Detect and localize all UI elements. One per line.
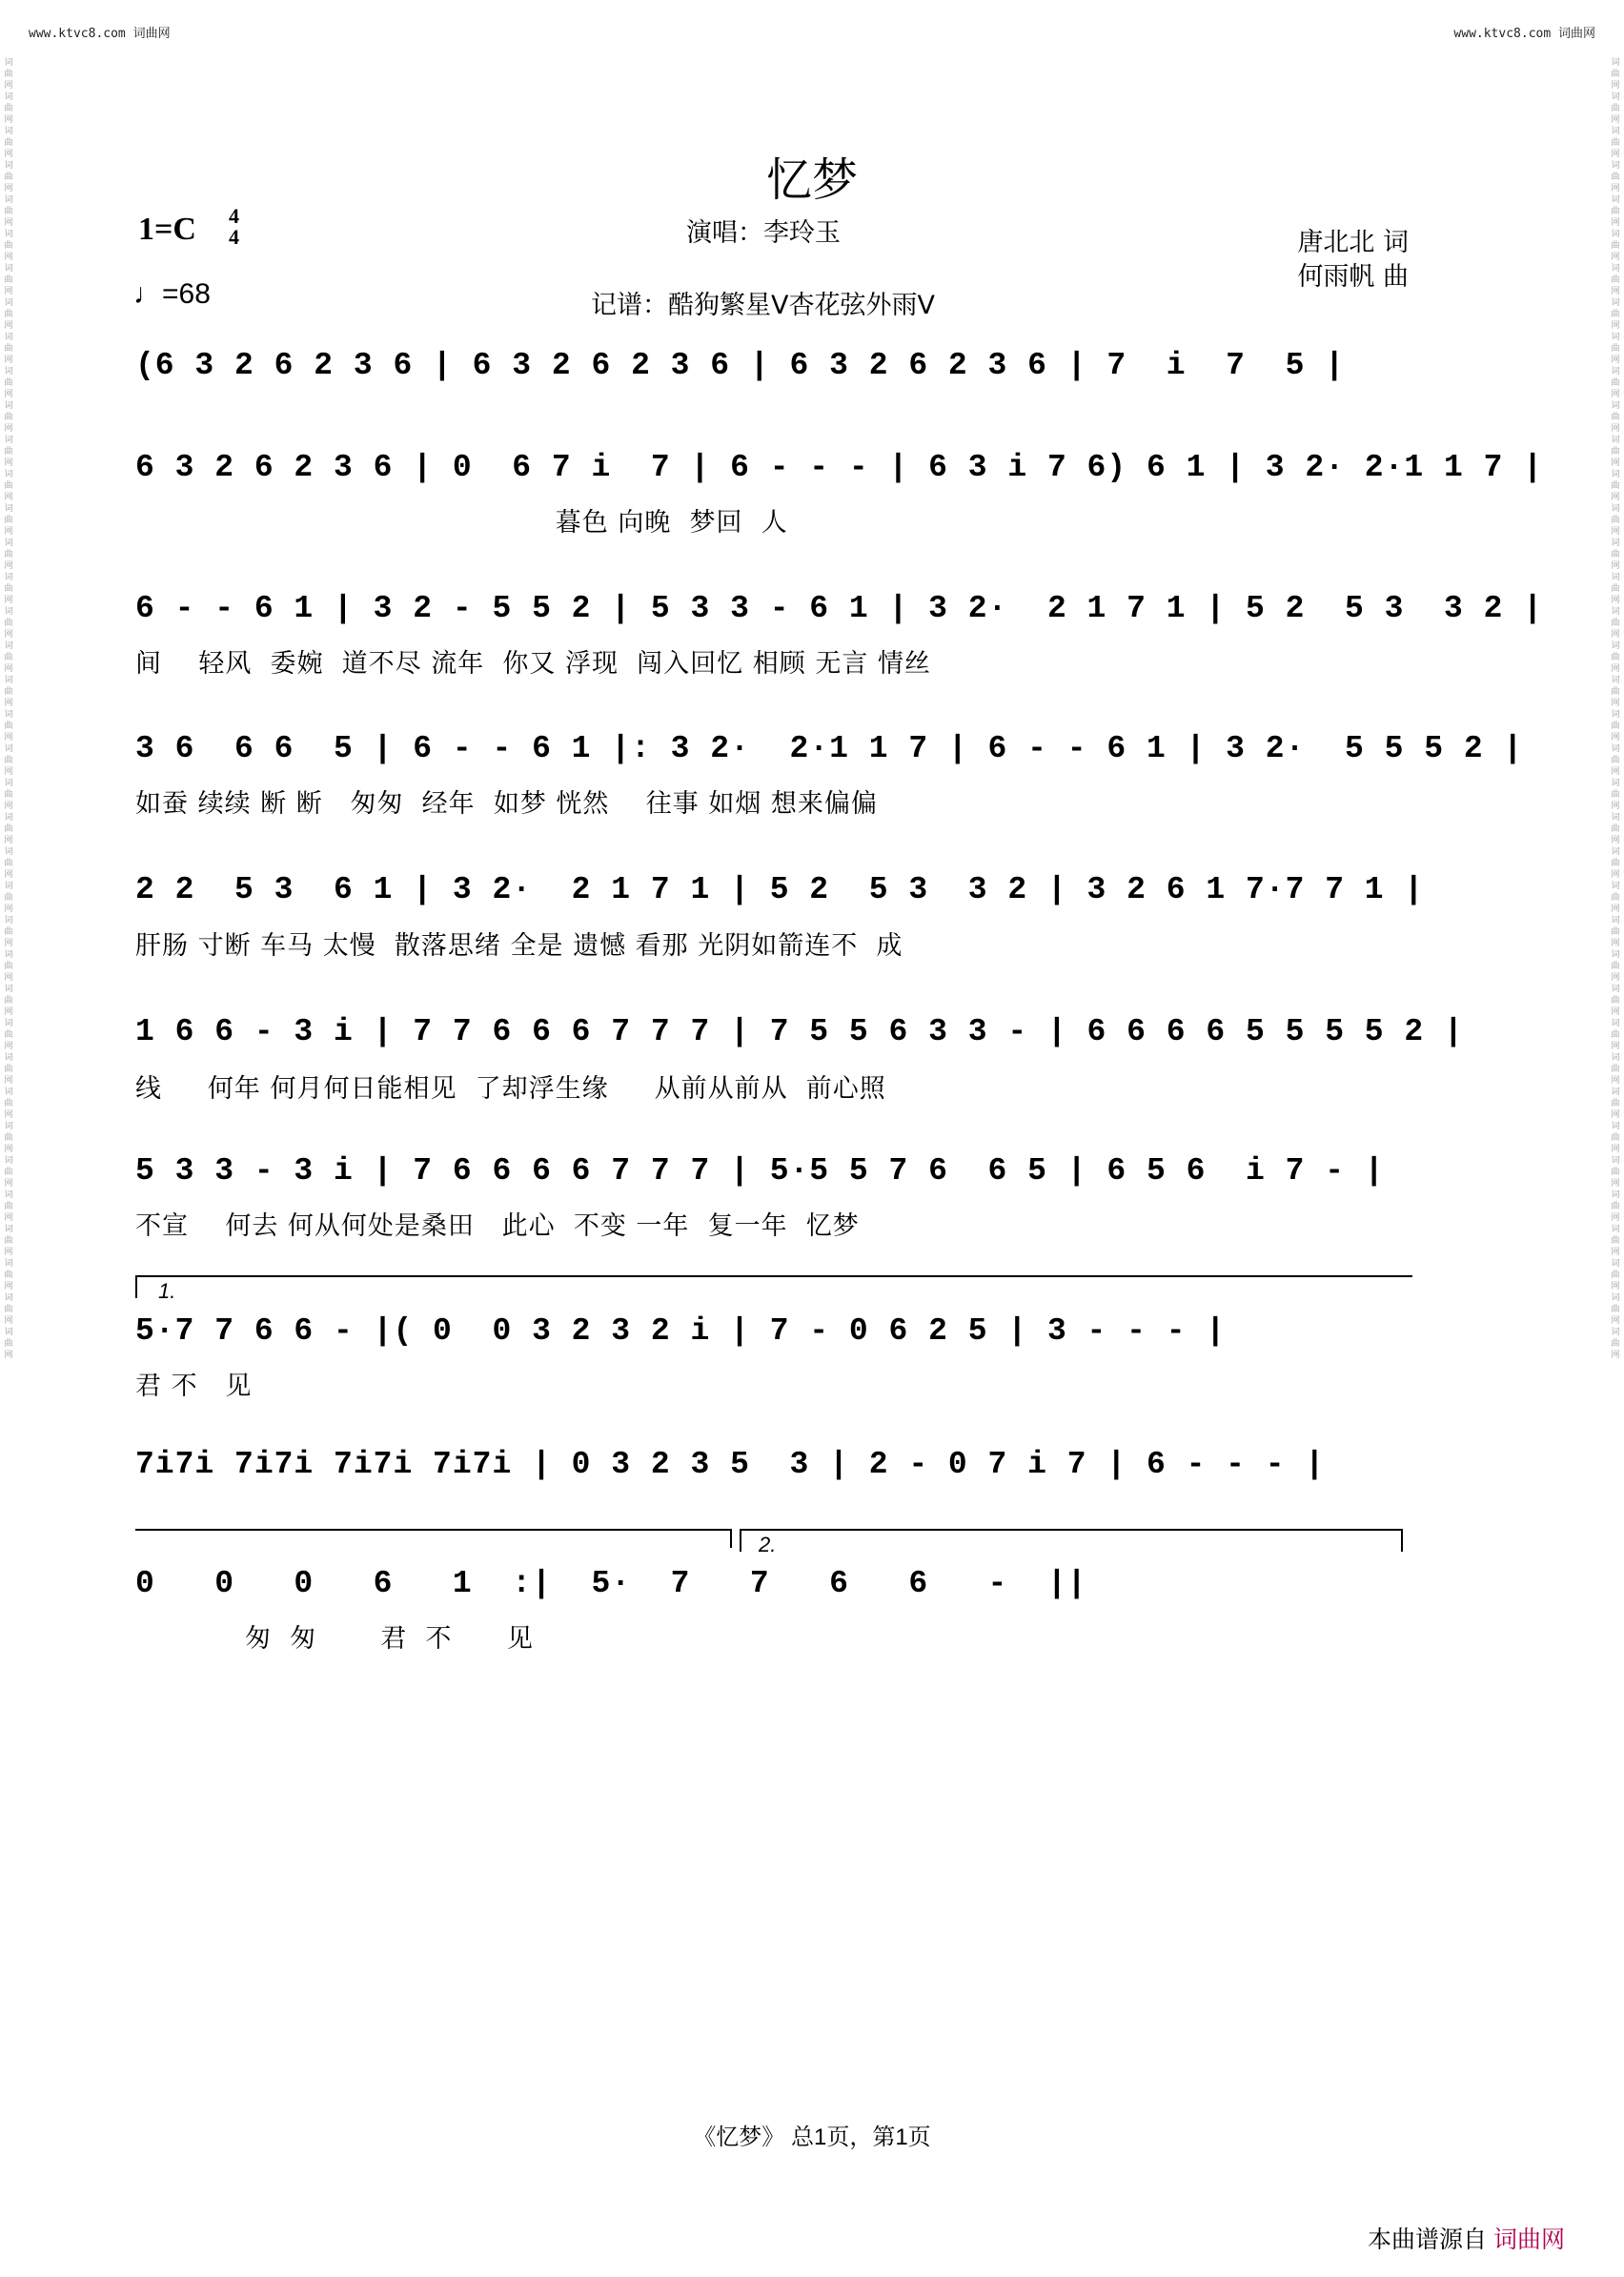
volta-1-end-hook [730, 1529, 732, 1548]
lyrics-line-6: 线 何年 何月何日能相见 了却浮生缘 从前从前从 前心照 [135, 1074, 886, 1104]
source-credit [1368, 2221, 1565, 2255]
side-watermark-left: 词曲网词曲网词曲网词曲网词曲网词曲网词曲网词曲网词曲网词曲网词曲网词曲网词曲网词曲网词曲网词曲网词曲网词曲网词曲网词曲网词曲网词曲网词曲网词曲网词曲网词曲网词曲网词曲网词曲网词曲网词曲网词曲网词曲网词曲网词曲网词曲网词曲网词曲网 [4, 58, 13, 1360]
score-line-5: 2 2 5 3 6 1 | 3 2· 2 1 7 1 | 5 2 5 3 3 2 | 3 2 6 1 7·7 7 1 | [135, 872, 1425, 907]
volta-1-end-bracket [135, 1529, 730, 1531]
score-line-9: 7i7i 7i7i 7i7i 7i7i | 0 3 2 3 5 3 | 2 - 0 7 i 7 | 6 - - - | [135, 1447, 1326, 1482]
page-footer: 《忆梦》 总1页，第1页 [693, 2125, 931, 2150]
site-watermark-left: www.ktvc8.com 词曲网 [29, 27, 171, 41]
time-signature-top: 4 [229, 204, 239, 228]
score-line-8: 5·7 7 6 6 - |( 0 0 3 2 3 2 i | 7 - 0 6 2 5 | 3 - - - | [135, 1313, 1227, 1349]
score-line-10: 0 0 0 6 1 :| 5· 7 7 6 6 - || [135, 1566, 1087, 1601]
volta-2-bracket-hook-right [1401, 1529, 1403, 1552]
source-credit-brand[interactable]: 词曲网 [1492, 2226, 1565, 2253]
volta-2-bracket-hook-left [740, 1529, 741, 1552]
lyrics-line-4: 如蚕 续续 断 断 匆匆 经年 如梦 恍然 往事 如烟 想来偏偏 [135, 789, 878, 819]
song-title: 忆梦 [765, 153, 858, 207]
volta-2-label: 2. [759, 1533, 777, 1556]
lyrics-line-5: 肝肠 寸断 车马 太慢 散落思绪 全是 遗憾 看那 光阴如箭连不 成 [135, 931, 903, 961]
time-signature [229, 206, 239, 248]
volta-1-bracket [135, 1275, 1412, 1277]
composer-credit: 何雨帆 曲 [1297, 262, 1409, 292]
score-line-2: 6 3 2 6 2 3 6 | 0 6 7 i 7 | 6 - - - | 6 3 i 7 6) 6 1 | 3 2· 2·1 1 7 | [135, 450, 1544, 485]
score-line-1: (6 3 2 6 2 3 6 | 6 3 2 6 2 3 6 | 6 3 2 6 2 3 6 | 7 i 7 5 | [135, 348, 1345, 383]
volta-1-label: 1. [158, 1279, 176, 1303]
time-signature-bottom: 4 [229, 225, 239, 249]
lyrics-line-7: 不宣 何去 何从何处是桑田 此心 不变 一年 复一年 忆梦 [135, 1211, 860, 1241]
score-line-4: 3 6 6 6 5 | 6 - - 6 1 |: 3 2· 2·1 1 7 | 6 - - 6 1 | 3 2· 5 5 5 2 | [135, 731, 1524, 766]
lyrics-line-8: 君 不 见 [135, 1372, 253, 1401]
lyrics-line-10: 匆 匆 君 不 见 [135, 1624, 534, 1654]
site-watermark-right: www.ktvc8.com 词曲网 [1453, 27, 1595, 41]
score-line-6: 1 6 6 - 3 i | 7 7 6 6 6 7 7 7 | 7 5 5 6 3 3 - | 6 6 6 6 5 5 5 5 2 | [135, 1014, 1464, 1049]
tempo-marking: ♩=68 [133, 278, 211, 310]
volta-2-bracket [740, 1529, 1403, 1531]
score-line-3: 6 - - 6 1 | 3 2 - 5 5 2 | 5 3 3 - 6 1 | 3 2· 2 1 7 1 | 5 2 5 3 3 2 | [135, 591, 1544, 626]
source-credit-prefix: 本曲谱源自 [1368, 2226, 1488, 2253]
lyricist-credit: 唐北北 词 [1297, 228, 1409, 257]
score-line-7: 5 3 3 - 3 i | 7 6 6 6 6 7 7 7 | 5·5 5 7 6 6 5 | 6 5 6 i 7 - | [135, 1153, 1385, 1189]
lyrics-line-3: 间 轻风 委婉 道不尽 流年 你又 浮现 闯入回忆 相顾 无言 情丝 [135, 649, 931, 679]
singer-credit: 演唱：李玲玉 [686, 218, 841, 248]
side-watermark-right: 词曲网词曲网词曲网词曲网词曲网词曲网词曲网词曲网词曲网词曲网词曲网词曲网词曲网词曲网词曲网词曲网词曲网词曲网词曲网词曲网词曲网词曲网词曲网词曲网词曲网词曲网词曲网词曲网词曲网词曲网词曲网词曲网词曲网词曲网词曲网词曲网词曲网词曲网 [1611, 58, 1620, 1360]
lyrics-line-2: 暮色 向晚 梦回 人 [135, 508, 788, 538]
transcriber-credit: 记谱：酷狗繁星V杏花弦外雨V [591, 291, 935, 320]
volta-1-bracket-hook [135, 1275, 137, 1298]
key-signature: 1=C [138, 212, 196, 247]
